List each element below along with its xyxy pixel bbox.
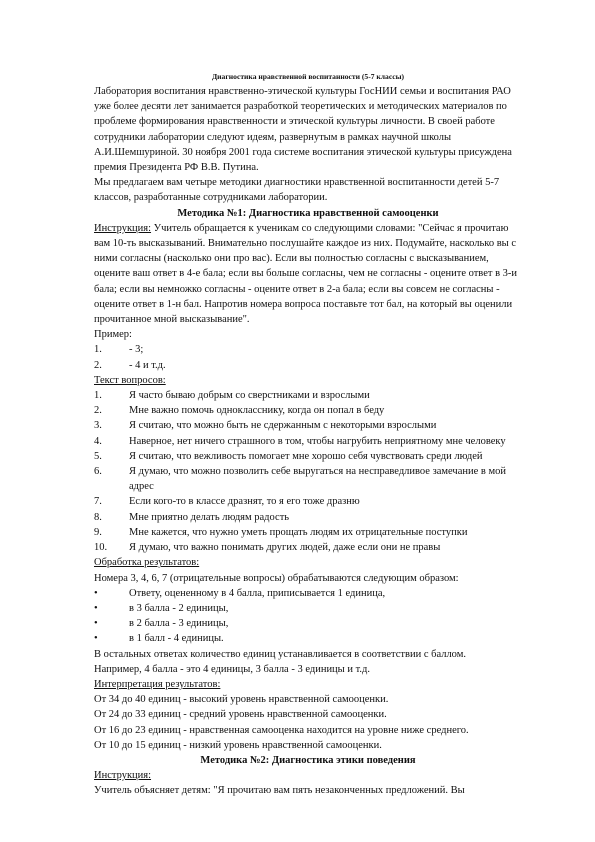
method2-instruction-text: Учитель объясняет детям: "Я прочитаю вам пять незаконченных предложений. Вы — [94, 785, 465, 797]
interpretation-line: От 10 до 15 единиц - низкий уровень нравственной самооценки. — [94, 739, 382, 751]
question-item — [94, 510, 522, 525]
question-text: Мне важно помочь однокласснику, когда он попал в беду — [129, 405, 385, 417]
interpretation-label: Интерпретация результатов: — [94, 678, 221, 690]
bullet-icon: • — [94, 602, 98, 614]
question-item — [94, 525, 522, 540]
processing-item — [94, 616, 522, 631]
question-number: 9. — [94, 526, 102, 538]
question-item — [94, 449, 522, 464]
processing-text: в 1 балл - 4 единицы. — [129, 633, 224, 645]
instruction-label: Инструкция: — [94, 222, 152, 234]
intro-paragraph-2: Мы предлагаем вам четыре методики диагностики нравственной воспитанности детей 5-7 классов, разработанные сотрудниками лаборатории. — [94, 177, 500, 204]
question-number: 6. — [94, 466, 102, 478]
question-number: 8. — [94, 511, 102, 523]
question-item — [94, 403, 522, 418]
processing-rest-line: Например, 4 балла - это 4 единицы, 3 балла - 3 единицы и т.д. — [94, 663, 370, 675]
question-text: Мне кажется, что нужно уметь прощать людям их отрицательные поступки — [129, 526, 468, 538]
question-text: Я часто бываю добрым со сверстниками и взрослыми — [129, 390, 370, 402]
bullet-icon: • — [94, 587, 98, 599]
question-number: 7. — [94, 496, 102, 508]
method2-heading: Методика №2: Диагностика этики поведения — [200, 754, 416, 766]
processing-item — [94, 601, 522, 616]
document-title: Диагностика нравственной воспитанности (5-7 классы) — [211, 72, 405, 81]
method1-heading: Методика №1: Диагностика нравственной самооценки — [177, 207, 439, 219]
processing-intro: Номера 3, 4, 6, 7 (отрицательные вопросы) обрабатываются следующим образом: — [94, 572, 459, 584]
method1-instruction — [94, 221, 522, 327]
question-number: 3. — [94, 420, 102, 432]
processing-item — [94, 586, 522, 601]
question-text: Я считаю, что вежливость помогает мне хорошо себя чувствовать среди людей — [129, 450, 483, 462]
question-text: Я считаю, что можно быть не сдержанным с некоторыми взрослыми — [129, 420, 437, 432]
intro-paragraph-1: Лаборатория воспитания нравственно-этической культуры ГосНИИ семьи и воспитания РАО уже более десяти лет занимается разработкой теоретических и методических материалов по проблеме формирования нравственности и этической культуры личности. В своей работе сотрудники лаборатории следуют идеям, развернутым в рамках научной школы А.И.Шемшуриной. 30 ноября 2001 года системе воспитания этической культуры присуждена премия Президента РФ В.В. Путина. — [94, 86, 512, 174]
question-text: Мне приятно делать людям радость — [129, 511, 290, 523]
processing-text: в 2 балла - 3 единицы, — [129, 618, 229, 630]
question-number: 2. — [94, 405, 102, 417]
example-label: Пример: — [94, 329, 132, 341]
processing-label: Обработка результатов: — [94, 557, 200, 569]
example-item — [94, 342, 522, 357]
interpretation-line: От 16 до 23 единиц - нравственная самооценка находится на уровне ниже среднего. — [94, 724, 469, 736]
example-number: 1. — [94, 344, 102, 356]
question-text: Я думаю, что важно понимать других людей, даже если они не правы — [129, 542, 441, 554]
question-number: 1. — [94, 390, 102, 402]
questions-label: Текст вопросов: — [94, 374, 166, 386]
interpretation-line: От 24 до 33 единиц - средний уровень нравственной самооценки. — [94, 709, 387, 721]
question-item — [94, 540, 522, 555]
question-number: 10. — [94, 542, 108, 554]
processing-text: Ответу, оцененному в 4 балла, приписывается 1 единица, — [129, 587, 386, 599]
document-content — [94, 71, 522, 799]
example-text: - 4 и т.д. — [129, 359, 166, 371]
question-item — [94, 434, 522, 449]
question-item — [94, 388, 522, 403]
example-item — [94, 358, 522, 373]
instruction-text: Учитель обращается к ученикам со следующими словами: "Сейчас я прочитаю вам 10-ть высказываний. Внимательно послушайте каждое из них. Подумайте, насколько вы с ними согласны (насколько они про вас). Если вы полностью согласны с высказыванием, оцените ваш ответ в 4-е бала; если вы больше согласны, чем не согласны - оцените ответ в 3-и бала; если вы немножко согласны - оцените ответ в 2-а бала; если вы совсем не согласны - оцените ответ в 1-н бал. Напротив номера вопроса поставьте тот бал, на который вы оценили прочитанное мной высказывание". — [94, 222, 518, 326]
processing-rest-line: В остальных ответах количество единиц устанавливается в соответствии с баллом. — [94, 648, 467, 660]
bullet-icon: • — [94, 633, 98, 645]
question-item — [94, 418, 522, 433]
question-number: 4. — [94, 435, 102, 447]
question-text: Наверное, нет ничего страшного в том, чтобы нагрубить неприятному мне человеку — [129, 435, 506, 447]
example-number: 2. — [94, 359, 102, 371]
processing-item — [94, 631, 522, 646]
question-number: 5. — [94, 450, 102, 462]
question-item — [94, 464, 522, 494]
question-text: Я думаю, что можно позволить себе выругаться на несправедливое замечание в мой адрес — [129, 466, 506, 493]
bullet-icon: • — [94, 618, 98, 630]
method2-instruction-label: Инструкция: — [94, 770, 152, 782]
question-text: Если кого-то в классе дразнят, то я его тоже дразню — [129, 496, 360, 508]
example-text: - 3; — [129, 344, 144, 356]
processing-text: в 3 балла - 2 единицы, — [129, 602, 229, 614]
interpretation-line: От 34 до 40 единиц - высокий уровень нравственной самооценки. — [94, 694, 389, 706]
question-item — [94, 494, 522, 509]
